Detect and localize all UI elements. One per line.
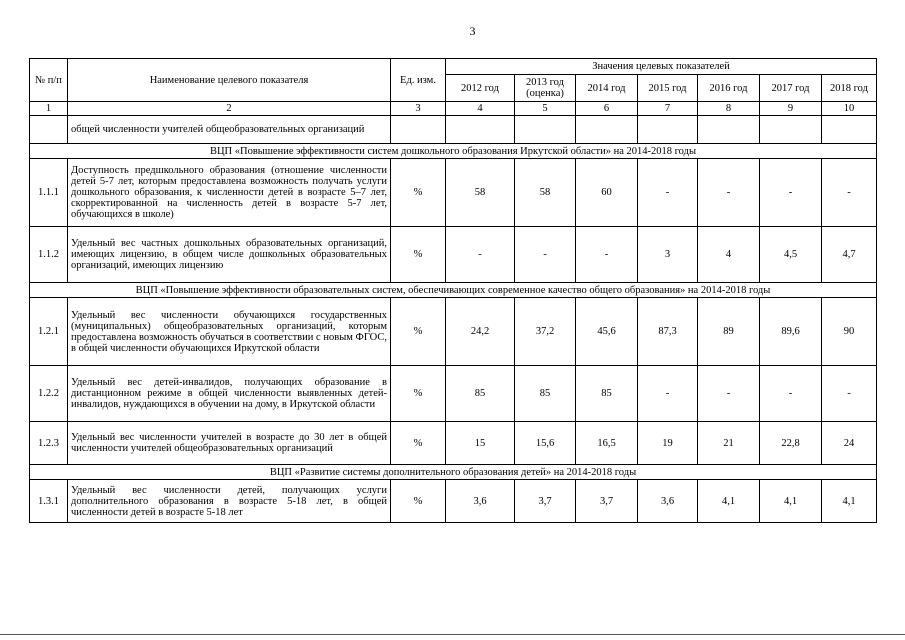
page-bottom-edge bbox=[0, 634, 905, 635]
page-number: 3 bbox=[469, 24, 476, 38]
header-year: 2018 год bbox=[822, 75, 877, 102]
value-cell: - bbox=[822, 159, 877, 227]
value-cell: 19 bbox=[638, 422, 698, 465]
col-number: 3 bbox=[391, 102, 446, 116]
value-cell: 87,3 bbox=[638, 298, 698, 366]
header-num: № п/п bbox=[30, 59, 68, 102]
header-values-group: Значения целевых показателей bbox=[446, 59, 877, 75]
indicator-name: Удельный вес детей-инвалидов, получающих образование в дистанционном режиме в общей численности выявленных детей-инвалидов, нуждающихся в обучении на дому, в Иркутской области bbox=[68, 366, 391, 422]
value-cell: - bbox=[760, 366, 822, 422]
value-cell: - bbox=[698, 366, 760, 422]
value-cell: - bbox=[698, 159, 760, 227]
value-cell: 85 bbox=[576, 366, 638, 422]
unit-cell: % bbox=[391, 159, 446, 227]
row-number: 1.1.1 bbox=[30, 159, 68, 227]
indicator-name: общей численности учителей общеобразовательных организаций bbox=[68, 116, 391, 144]
row-number: 1.2.3 bbox=[30, 422, 68, 465]
row-number: 1.2.2 bbox=[30, 366, 68, 422]
value-cell: 24,2 bbox=[446, 298, 515, 366]
table-row bbox=[30, 422, 877, 465]
row-number: 1.3.1 bbox=[30, 480, 68, 523]
value-cell: 60 bbox=[576, 159, 638, 227]
section-row bbox=[30, 144, 877, 159]
header-year: 2012 год bbox=[446, 75, 515, 102]
indicator-name: Удельный вес частных дошкольных образовательных организаций, имеющих лицензию, в общем числе дошкольных образовательных организаций, имеющих лицензию bbox=[68, 227, 391, 283]
indicator-name: Удельный вес численности учителей в возрасте до 30 лет в общей численности учителей общеобразовательных организаций bbox=[68, 422, 391, 465]
col-number: 10 bbox=[822, 102, 877, 116]
value-cell: 4,1 bbox=[760, 480, 822, 523]
header-year: 2016 год bbox=[698, 75, 760, 102]
value-cell: 24 bbox=[822, 422, 877, 465]
section-title: ВЦП «Развитие системы дополнительного образования детей» на 2014-2018 годы bbox=[30, 465, 877, 480]
table-row bbox=[30, 227, 877, 283]
value-cell: 3 bbox=[638, 227, 698, 283]
value-cell: 4,5 bbox=[760, 227, 822, 283]
unit-cell: % bbox=[391, 298, 446, 366]
value-cell: 4,1 bbox=[698, 480, 760, 523]
value-cell: - bbox=[576, 227, 638, 283]
table-row bbox=[30, 159, 877, 227]
value-cell: 22,8 bbox=[760, 422, 822, 465]
value-cell: 37,2 bbox=[515, 298, 576, 366]
value-cell: 45,6 bbox=[576, 298, 638, 366]
value-cell: 4 bbox=[698, 227, 760, 283]
header-year: 2015 год bbox=[638, 75, 698, 102]
value-cell: 16,5 bbox=[576, 422, 638, 465]
value-cell: 89 bbox=[698, 298, 760, 366]
value-cell: 15,6 bbox=[515, 422, 576, 465]
table-row bbox=[30, 298, 877, 366]
value-cell: - bbox=[515, 227, 576, 283]
header-year: 2013 год (оценка) bbox=[515, 75, 576, 102]
value-cell: 85 bbox=[446, 366, 515, 422]
value-cell: 4,7 bbox=[822, 227, 877, 283]
table-row bbox=[30, 366, 877, 422]
value-cell: 15 bbox=[446, 422, 515, 465]
value-cell: 58 bbox=[446, 159, 515, 227]
value-cell: 85 bbox=[515, 366, 576, 422]
value-cell: 3,7 bbox=[515, 480, 576, 523]
value-cell: 3,7 bbox=[576, 480, 638, 523]
value-cell: 4,1 bbox=[822, 480, 877, 523]
value-cell: - bbox=[638, 159, 698, 227]
value-cell: 3,6 bbox=[446, 480, 515, 523]
value-cell: 3,6 bbox=[638, 480, 698, 523]
value-cell: - bbox=[760, 159, 822, 227]
value-cell: - bbox=[638, 366, 698, 422]
header-year: 2014 год bbox=[576, 75, 638, 102]
indicator-name: Удельный вес численности детей, получающих услуги дополнительного образования в возрасте 5-18 лет, в общей численности детей в возрасте 5-18 лет bbox=[68, 480, 391, 523]
col-number: 8 bbox=[698, 102, 760, 116]
indicators-table bbox=[29, 58, 877, 523]
value-cell: 21 bbox=[698, 422, 760, 465]
value-cell: 89,6 bbox=[760, 298, 822, 366]
column-number-row bbox=[30, 102, 877, 116]
header-name: Наименование целевого показателя bbox=[68, 59, 391, 102]
value-cell: - bbox=[822, 366, 877, 422]
table-row bbox=[30, 116, 877, 144]
col-number: 7 bbox=[638, 102, 698, 116]
value-cell: 58 bbox=[515, 159, 576, 227]
unit-cell: % bbox=[391, 422, 446, 465]
section-row bbox=[30, 283, 877, 298]
header-year: 2017 год bbox=[760, 75, 822, 102]
row-number: 1.2.1 bbox=[30, 298, 68, 366]
row-number: 1.1.2 bbox=[30, 227, 68, 283]
unit-cell: % bbox=[391, 227, 446, 283]
col-number: 2 bbox=[68, 102, 391, 116]
unit-cell: % bbox=[391, 366, 446, 422]
header-unit: Ед. изм. bbox=[391, 59, 446, 102]
section-title: ВЦП «Повышение эффективности образовательных систем, обеспечивающих современное качество общего образования» на 2014-2018 годы bbox=[30, 283, 877, 298]
value-cell: 90 bbox=[822, 298, 877, 366]
section-row bbox=[30, 465, 877, 480]
col-number: 6 bbox=[576, 102, 638, 116]
col-number: 9 bbox=[760, 102, 822, 116]
unit-cell: % bbox=[391, 480, 446, 523]
table-row bbox=[30, 480, 877, 523]
indicator-name: Удельный вес численности обучающихся государственных (муниципальных) общеобразовательных организаций, которым предоставлена возможность обучаться в соответствии с новым ФГОС, в общей численности обучающихся Иркутской области bbox=[68, 298, 391, 366]
value-cell: - bbox=[446, 227, 515, 283]
section-title: ВЦП «Повышение эффективности систем дошкольного образования Иркутской области» на 2014-2018 годы bbox=[30, 144, 877, 159]
col-number: 4 bbox=[446, 102, 515, 116]
col-number: 1 bbox=[30, 102, 68, 116]
col-number: 5 bbox=[515, 102, 576, 116]
indicator-name: Доступность предшкольного образования (отношение численности детей 5-7 лет, которым предоставлена возможность получать услуги дошкольного образования, к численности детей в возрасте 5–7 лет, скорректированной на численность детей в возрасте 5-7 лет, обучающихся в школе) bbox=[68, 159, 391, 227]
